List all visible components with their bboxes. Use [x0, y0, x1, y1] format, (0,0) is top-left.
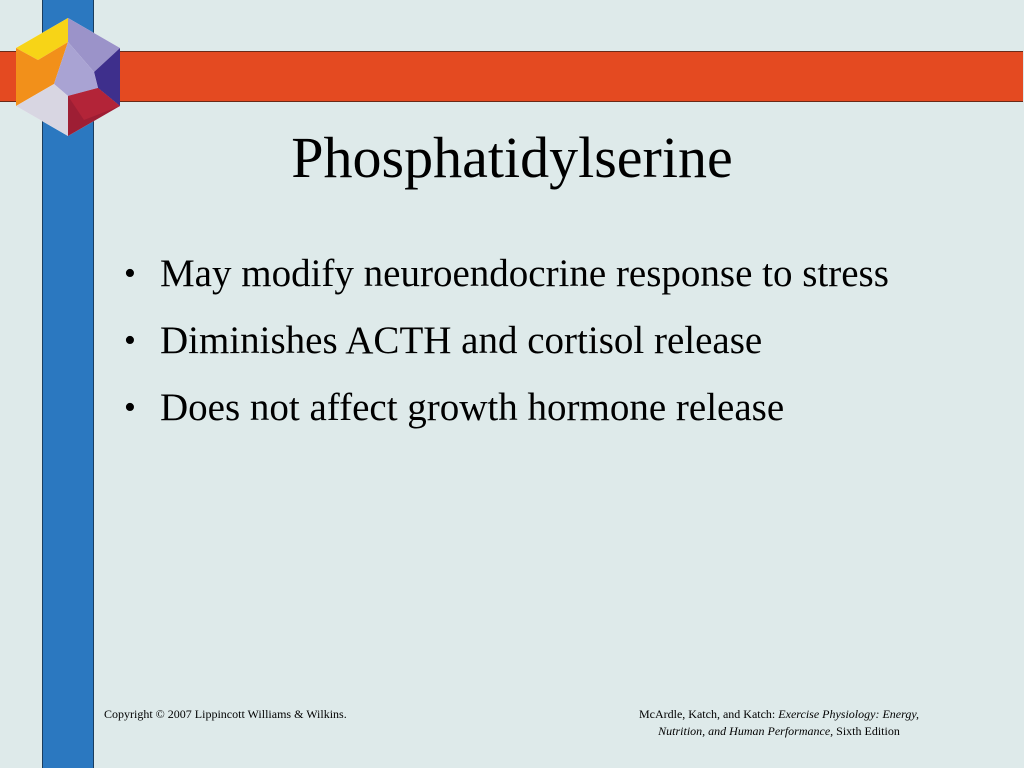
- bullet-text: Diminishes ACTH and cortisol release: [160, 319, 763, 362]
- citation-edition: Sixth Edition: [833, 724, 900, 738]
- bullet-dot: •: [124, 389, 136, 426]
- bullet-text: Does not affect growth hormone release: [160, 386, 785, 429]
- citation-authors: McArdle, Katch, and Katch:: [638, 707, 779, 721]
- bullet-list: [118, 247, 938, 448]
- bullet-item: [118, 247, 938, 301]
- bullet-item: [118, 314, 938, 368]
- bullet-item: [118, 381, 938, 435]
- header-red-bar: [0, 51, 1023, 102]
- citation-title-line1: Exercise Physiology: Energy,: [778, 707, 920, 721]
- footer-copyright: Copyright © 2007 Lippincott Williams & Wilkins.: [104, 707, 347, 721]
- citation-title-line2: Nutrition, and Human Performance,: [658, 724, 834, 738]
- slide-title: Phosphatidylserine: [291, 125, 733, 190]
- bullet-dot: •: [124, 255, 136, 292]
- bullet-text: May modify neuroendocrine response to stress: [160, 252, 889, 295]
- footer-citation: [598, 706, 960, 740]
- bullet-dot: •: [124, 322, 136, 359]
